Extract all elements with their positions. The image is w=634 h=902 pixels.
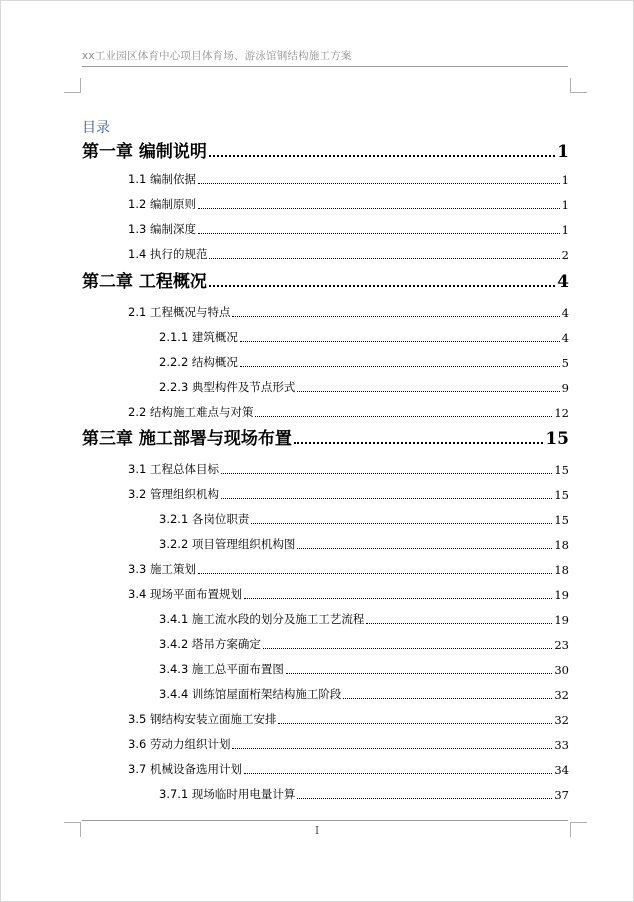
running-header: xx工业园区体育中心项目体育场、游泳馆钢结构施工方案 — [82, 50, 352, 62]
toc-entry[interactable] — [82, 461, 569, 477]
toc-entry-label: 1.1 编制依据 — [128, 172, 196, 186]
toc-entry-label: 3.4.3 施工总平面布置图 — [159, 662, 284, 676]
toc-entry-page: 4 — [561, 306, 569, 320]
footer-page-number: I — [314, 824, 320, 837]
toc-entry[interactable] — [82, 379, 569, 395]
toc-entry[interactable] — [82, 686, 569, 702]
toc-entry-page: 18 — [554, 563, 569, 577]
toc-chapter-entry[interactable] — [82, 427, 569, 449]
toc-leader-dots — [209, 155, 555, 157]
toc-leader-dots — [198, 233, 560, 234]
toc-entry-label: 2.2.2 结构概况 — [159, 355, 238, 369]
toc-entry[interactable] — [82, 329, 569, 345]
toc-entry-label: 3.2.2 项目管理组织机构图 — [159, 537, 296, 551]
toc-entry-label: 第三章 施工部署与现场布置 — [82, 429, 292, 449]
toc-entry-page: 1 — [561, 198, 569, 212]
toc-entry-label: 3.5 钢结构安装立面施工安排 — [128, 712, 277, 726]
toc-leader-dots — [198, 208, 560, 209]
toc-entry[interactable] — [82, 304, 569, 320]
toc-entry-label: 3.4.2 塔吊方案确定 — [159, 637, 261, 651]
toc-entry-page: 12 — [554, 406, 569, 420]
toc-entry-page: 4 — [561, 331, 569, 345]
toc-entry-label: 1.3 编制深度 — [128, 222, 196, 236]
toc-entry-page: 32 — [554, 688, 569, 702]
toc-entry-page: 1 — [557, 142, 569, 162]
toc-entry-label: 3.7 机械设备选用计划 — [128, 762, 242, 776]
toc-entry-page: 2 — [561, 248, 569, 262]
toc-entry-page: 5 — [561, 356, 569, 370]
toc-entry[interactable] — [82, 761, 569, 777]
toc-entry[interactable] — [82, 611, 569, 627]
toc-entry[interactable] — [82, 171, 569, 187]
toc-leader-dots — [263, 648, 552, 649]
toc-leader-dots — [343, 698, 552, 699]
toc-entry-page: 1 — [561, 173, 569, 187]
toc-entry-label: 2.2 结构施工难点与对策 — [128, 405, 254, 419]
toc-entry-label: 3.4.4 训练馆屋面桁架结构施工阶段 — [159, 687, 342, 701]
toc-entry-label: 1.2 编制原则 — [128, 197, 196, 211]
toc-entry-page: 30 — [554, 663, 569, 677]
toc-entry-label: 2.1 工程概况与特点 — [128, 305, 231, 319]
toc-entry-page: 19 — [554, 588, 569, 602]
crop-mark-top-left — [64, 78, 81, 93]
toc-leader-dots — [221, 473, 552, 474]
toc-entry-label: 2.1.1 建筑概况 — [159, 330, 238, 344]
toc-entry-label: 3.1 工程总体目标 — [128, 462, 219, 476]
toc-leader-dots — [209, 285, 555, 287]
toc-entry-label: 3.7.1 现场临时用电量计算 — [159, 787, 296, 801]
toc-entry-label: 3.4 现场平面布置规划 — [128, 587, 242, 601]
toc-entry-page: 37 — [554, 788, 569, 802]
toc-leader-dots — [366, 623, 552, 624]
toc-title: 目录 — [82, 120, 110, 136]
toc-entry[interactable] — [82, 661, 569, 677]
toc-entry[interactable] — [82, 711, 569, 727]
toc-entry-label: 3.4.1 施工流水段的划分及施工工艺流程 — [159, 612, 365, 626]
toc-leader-dots — [232, 748, 552, 749]
toc-leader-dots — [251, 523, 552, 524]
toc-leader-dots — [221, 498, 552, 499]
toc-leader-dots — [240, 341, 560, 342]
toc-entry-page: 4 — [557, 272, 569, 292]
toc-leader-dots — [297, 548, 552, 549]
toc-entry-label: 3.2 管理组织机构 — [128, 487, 219, 501]
toc-entry[interactable] — [82, 196, 569, 212]
toc-entry[interactable] — [82, 736, 569, 752]
footer-rule — [82, 820, 568, 821]
toc-entry-page: 33 — [554, 738, 569, 752]
toc-leader-dots — [286, 673, 552, 674]
toc-leader-dots — [278, 723, 552, 724]
toc-leader-dots — [198, 183, 560, 184]
toc-entry[interactable] — [82, 221, 569, 237]
toc-leader-dots — [294, 442, 543, 444]
toc-entry-label: 3.6 劳动力组织计划 — [128, 737, 231, 751]
toc-entry-label: 3.3 施工策划 — [128, 562, 196, 576]
toc-leader-dots — [255, 416, 552, 417]
toc-entry-page: 18 — [554, 538, 569, 552]
toc-entry-page: 15 — [554, 488, 569, 502]
toc-entry[interactable] — [82, 511, 569, 527]
toc-entry-label: 第一章 编制说明 — [82, 142, 207, 162]
toc-leader-dots — [209, 258, 559, 259]
toc-entry-page: 9 — [561, 381, 569, 395]
toc-entry-page: 32 — [554, 713, 569, 727]
toc-entry[interactable] — [82, 246, 569, 262]
toc-entry-page: 19 — [554, 613, 569, 627]
toc-entry-page: 15 — [545, 429, 569, 449]
toc-leader-dots — [244, 598, 552, 599]
toc-entry[interactable] — [82, 586, 569, 602]
toc-chapter-entry[interactable] — [82, 140, 569, 162]
toc-leader-dots — [240, 366, 560, 367]
toc-entry-page: 34 — [554, 763, 569, 777]
toc-entry-label: 第二章 工程概况 — [82, 272, 207, 292]
toc-entry-page: 15 — [554, 463, 569, 477]
toc-entry[interactable] — [82, 536, 569, 552]
toc-entry-page: 1 — [561, 223, 569, 237]
header-rule — [82, 66, 568, 67]
toc-entry[interactable] — [82, 561, 569, 577]
toc-entry-page: 23 — [554, 638, 569, 652]
toc-entry[interactable] — [82, 404, 569, 420]
toc-entry[interactable] — [82, 786, 569, 802]
toc-entry-page: 15 — [554, 513, 569, 527]
toc-leader-dots — [297, 391, 559, 392]
toc-entry[interactable] — [82, 636, 569, 652]
crop-mark-top-right — [570, 78, 587, 93]
toc-entry[interactable] — [82, 354, 569, 370]
toc-chapter-entry[interactable] — [82, 270, 569, 292]
toc-leader-dots — [232, 316, 559, 317]
toc-entry[interactable] — [82, 486, 569, 502]
toc-entry-label: 3.2.1 各岗位职责 — [159, 512, 250, 526]
toc-entry-label: 2.2.3 典型构件及节点形式 — [159, 380, 296, 394]
toc-leader-dots — [198, 573, 552, 574]
toc-leader-dots — [297, 798, 552, 799]
toc-entry-label: 1.4 执行的规范 — [128, 247, 208, 261]
toc-leader-dots — [244, 773, 552, 774]
